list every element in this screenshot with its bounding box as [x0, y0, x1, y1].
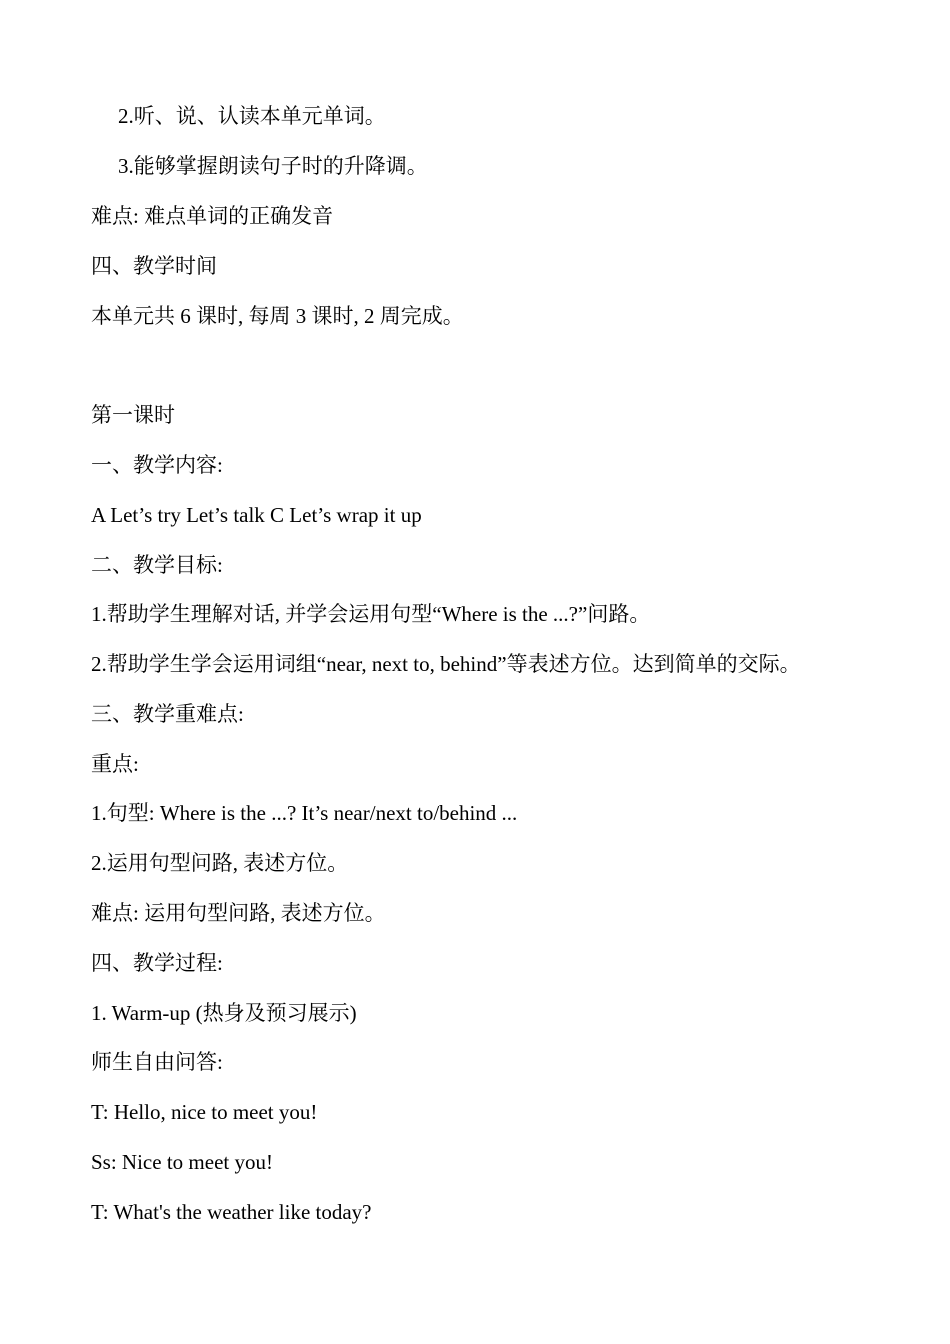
text-line-difficulty: 难点: 难点单词的正确发音 — [91, 204, 334, 228]
dialogue-line-2: Ss: Nice to meet you! — [91, 1150, 273, 1174]
text-line-objective-3: 3.能够掌握朗读句子时的升降调。 — [118, 154, 428, 178]
text-line-key-label: 重点: — [91, 752, 139, 776]
section-heading-goals: 二、教学目标: — [91, 553, 223, 577]
dialogue-line-3: T: What's the weather like today? — [91, 1200, 372, 1224]
text-line-warm-up: 1. Warm-up (热身及预习展示) — [91, 1001, 357, 1025]
text-line-schedule: 本单元共 6 课时, 每周 3 课时, 2 周完成。 — [91, 304, 464, 328]
text-line-goal-2: 2.帮助学生学会运用词组“near, next to, behind”等表述方位。达到简单的交际。 — [91, 652, 801, 676]
text-line-objective-2: 2.听、说、认读本单元单词。 — [118, 104, 386, 128]
dialogue-line-1: T: Hello, nice to meet you! — [91, 1100, 318, 1124]
section-heading-process: 四、教学过程: — [91, 951, 223, 975]
text-line-content: A Let’s try Let’s talk C Let’s wrap it up — [91, 503, 422, 527]
lesson-title: 第一课时 — [91, 403, 175, 427]
section-heading-content: 一、教学内容: — [91, 453, 223, 477]
section-heading-teaching-time: 四、教学时间 — [91, 254, 217, 278]
text-line-goal-1: 1.帮助学生理解对话, 并学会运用句型“Where is the ...?”问路。 — [91, 602, 651, 626]
section-heading-key-points: 三、教学重难点: — [91, 702, 244, 726]
text-line-key-2: 2.运用句型问路, 表述方位。 — [91, 851, 349, 875]
text-line-free-qa: 师生自由问答: — [91, 1050, 223, 1074]
text-line-key-1: 1.句型: Where is the ...? It’s near/next to/behind ... — [91, 801, 518, 825]
text-line-difficult-point: 难点: 运用句型问路, 表述方位。 — [91, 901, 386, 925]
